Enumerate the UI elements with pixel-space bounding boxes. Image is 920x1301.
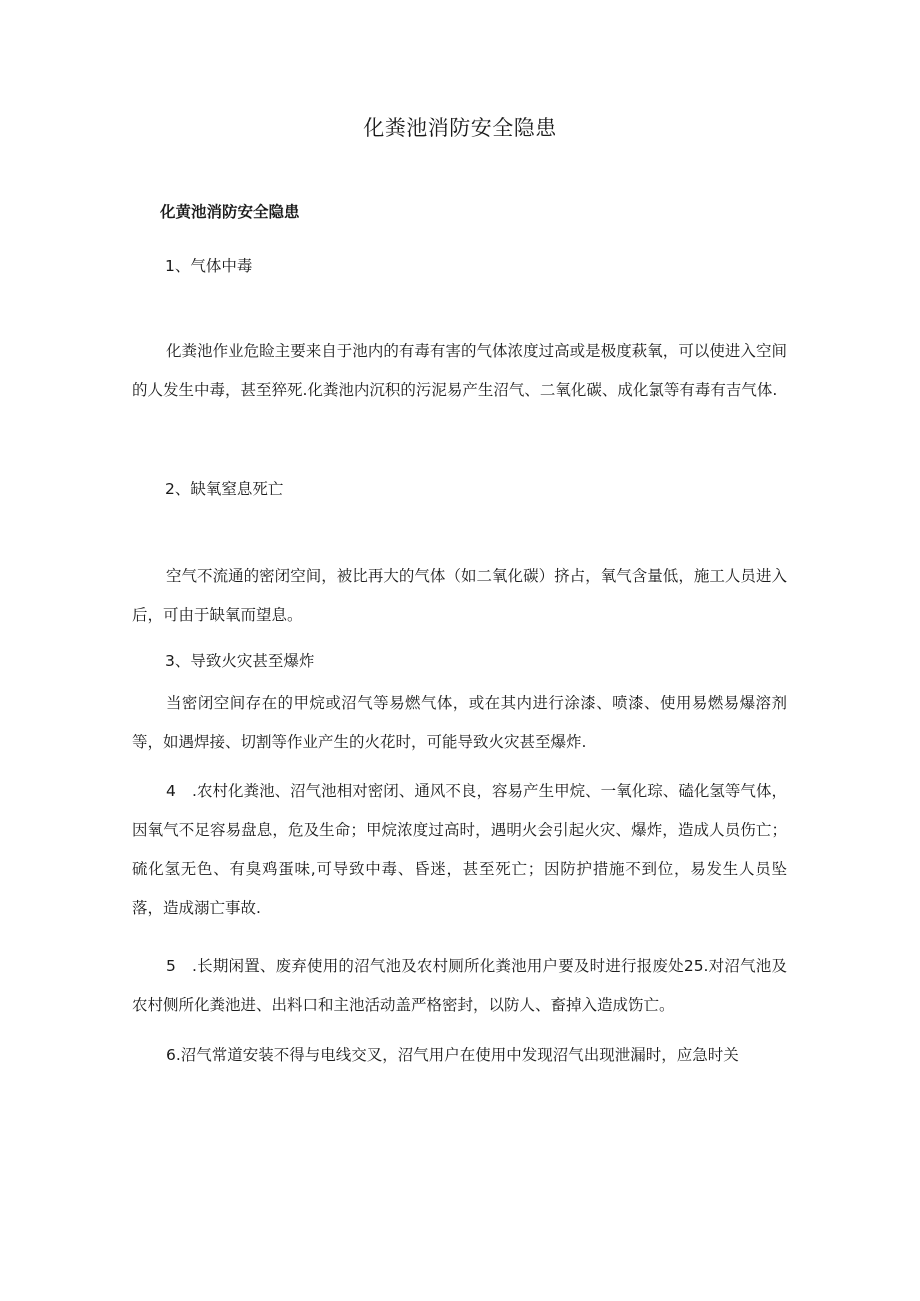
paragraph-number: 5 — [166, 957, 176, 975]
paragraph-fire-explosion: 当密闭空间存在的甲烷或沼气等易燃气体，或在其内进行涂漆、喷漆、使用易燃易爆溶剂等，如遇焊接、切割等作业产生的火花时，可能导致火灾甚至爆炸. — [132, 694, 787, 751]
item-heading-1: 1、气体中毒 — [165, 257, 253, 275]
paragraph-pipeline: 6.沼气常道安装不得与电线交叉，沼气用户在使用中发现沼气出现泄漏时，应急时关 — [166, 1046, 739, 1064]
paragraph-oxygen-deficiency: 空气不流通的密闭空间，被比再大的气体（如二氧化碳）挤占，氧气含量低，施工人员进入后，可由于缺氧而望息。 — [132, 567, 787, 624]
item-heading-3: 3、导致火灾甚至爆炸 — [165, 652, 315, 670]
paragraph-number: 4 — [166, 782, 176, 800]
paragraph-text: .农村化粪池、沼气池相对密闭、通风不良，容易产生甲烷、一氧化琮、磕化氢等气体，因氧气不足容易盘息，危及生命；甲烷浓度过高时，遇明火会引起火灾、爆炸，造成人员伤亡；硫化氢无色、有臭鸡蛋味,可导致中毒、昏迷，甚至死亡；因防护措施不到位，易发生人员坠落，造成溺亡事故. — [132, 782, 787, 917]
paragraph-rural-septic — [132, 772, 787, 928]
paragraph-text: .长期闲置、废弃使用的沼气池及农村厕所化粪池用户要及时进行报废处25.对沼气池及农村侧所化粪池进、出料口和主池活动盖严格密封，以防人、畜掉入造成饬亡。 — [132, 957, 787, 1014]
paragraph-gas-poisoning: 化粪池作业危睑主要来自于池内的有毒有害的气体浓度过高或是极度萩氧，可以使进入空间的人发生中毒，甚至猝死.化粪池内沉积的污泥易产生沼气、二氧化碳、成化氯等有毒有吉气体. — [132, 342, 787, 399]
paragraph-idle-pools — [132, 947, 787, 1025]
section-heading: 化黄池消防安全隐患 — [160, 203, 300, 221]
document-title: 化粪池消防安全隐患 — [363, 116, 557, 140]
item-heading-2: 2、缺氧窒息死亡 — [165, 480, 284, 498]
